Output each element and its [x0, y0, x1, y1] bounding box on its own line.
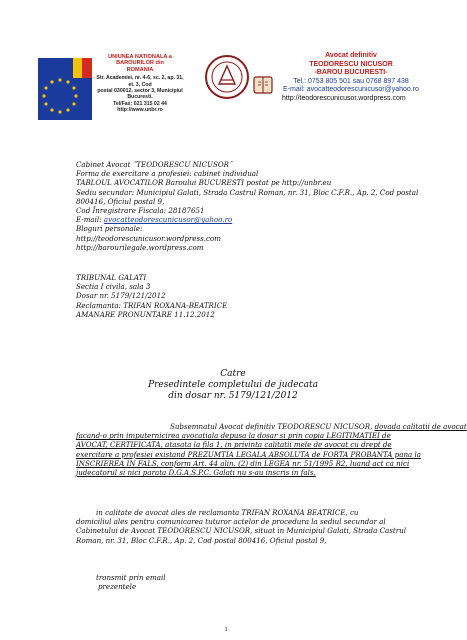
unbr-address-line1: Str. Academiei, nr. 4-6, sc. 2, ap. 31, et. 3, Cod: [96, 75, 184, 88]
case-number: Dosar nr. 5179/121/2012: [76, 291, 166, 301]
lawyer-contact-block: [276, 52, 426, 104]
email-link[interactable]: avocatteodorescunicusor@yahoo.ro: [103, 215, 233, 225]
unbr-country: ROMANIA: [126, 66, 154, 73]
lawyer-email[interactable]: E-mail: avocatteodorescunicusor@yahoo.ro: [283, 86, 419, 94]
paragraph-3: [76, 573, 390, 591]
practice-form: Forma de exercitare a profesiei: cabinet individual: [76, 169, 259, 179]
unbr-name: UNIUNEA NATIONALA a BAROURILOR din: [108, 54, 172, 67]
p2-line1: in calitate de avocat ales de reclamanta TRIFAN ROXANA BEATRICE, cu: [96, 508, 359, 517]
court-name: TRIBUNAL GALATI: [76, 273, 147, 282]
email-label: E-mail:: [76, 215, 104, 225]
cabinet-name: Cabinet Avocat ˝TEODORESCU NICUSOR˝: [76, 160, 233, 169]
lawyer-title: Avocat definitiv: [325, 52, 377, 59]
p1-line2: facand-o prin imputernicirea avocatiala depusa la dosar si prin copia LEGITIMATIEI de: [76, 431, 391, 441]
paragraph-1: [76, 422, 467, 478]
court-info: [76, 273, 390, 319]
bar-seal-icon: [204, 54, 250, 100]
lawyer-blog[interactable]: http://teodorescunicusor.wordpress.com: [282, 94, 406, 102]
p1-line1-b: dovada calitatii de avocat: [374, 422, 467, 431]
p3-line1: transmit prin email: [96, 573, 166, 582]
p1-line1: [76, 422, 467, 431]
court-section: Sectia I civila, sala 3: [76, 282, 151, 292]
addressee-case: din dosar nr. 5179/121/2012: [168, 391, 298, 402]
secondary-office-line2: 800416, Oficiul postal 9,: [76, 196, 165, 206]
cabinet-info: [76, 160, 419, 252]
addressee-to: Catre: [220, 369, 246, 379]
unbr-website: http://www.unbr.ro: [117, 107, 163, 114]
p1-line4: exercitare a profesiei existand PREZUMTIA LEGALA ABSOLUTA de FORTA PROBANTA pana la: [76, 449, 422, 459]
lawyer-bar: -BAROU BUCURESTI-: [314, 69, 388, 77]
p3-line2: prezentele: [98, 582, 137, 592]
bar-roll: TABLOUL AVOCATILOR Baroului BUCURESTI postat pe http://unbr.eu: [76, 178, 332, 188]
p1-line6: judecatorul si nici parata D.G.A.S.P.C. Galati nu s-au inscris in fals,: [76, 468, 316, 478]
eu-romania-flag-icon: [38, 58, 92, 120]
blog-link-2[interactable]: http://barourilegale.wordpress.com: [76, 242, 204, 252]
lawyer-phone: Tel.: 0753 805 501 sau 0768 897 438: [293, 77, 409, 85]
p1-line5: INSCRIEREA IN FALS, conform Art. 44 alin. (2) din LEGEA nr. 51/1995 R2, luand act ca nici: [76, 458, 410, 468]
p2-line3: Cabinetului de Avocat TEODORESCU NICUSOR, situat in Municipiul Galati, Strada Castrul: [76, 526, 406, 536]
p2-line4: Roman, nr. 31, Bloc C.F.R., Ap. 2, Cod postal 800416, Oficiul postal 9,: [76, 535, 327, 545]
addressee-title: Presedintele completului de judecata: [148, 380, 318, 391]
lawyer-name: TEODORESCU NICUSOR: [309, 60, 393, 68]
p1-line3: AVOCAT, CERTIFICATA, atasata la fila 1, in privinta calitatii mele de avocat cu drept de: [76, 440, 392, 450]
blog-link-1[interactable]: http://teodorescunicusor.wordpress.com: [76, 233, 221, 243]
blogs-label: Bloguri personale:: [76, 224, 143, 234]
page-number: 1: [224, 626, 228, 633]
secondary-office-line1: Sediu secundar: Municipiul Galati, Strada Castrul Roman, nr. 31, Bloc C.F.R., Ap. 2, Cod postal: [76, 187, 419, 197]
unbr-address-block: [94, 54, 186, 114]
letterhead: [36, 52, 419, 132]
addressee: [76, 369, 390, 403]
p2-line2: domiciliul ales pentru comunicarea tuturor actelor de procedura la sediul secundar al: [76, 517, 386, 527]
law-book-icon: [252, 74, 274, 96]
paragraph-2: [76, 508, 406, 545]
unbr-address-line2: postal 030012, sector 3, Municipiul Bucuresti.: [97, 88, 183, 101]
plaintiff: Reclamanta: TRIFAN ROXANA-BEATRICE: [76, 300, 228, 310]
unbr-telfax: Tel/Fax: 021 315 02 44: [113, 100, 167, 107]
deferral-note: AMANARE PRONUNTARE 11.12.2012: [76, 309, 215, 319]
tax-code: Cod Înregistrare Fiscala: 28187651: [76, 206, 205, 216]
email-line: [76, 215, 390, 224]
p1-line1-a: Subsemnatul Avocat definitiv TEODORESCU NICUSOR,: [170, 422, 375, 431]
